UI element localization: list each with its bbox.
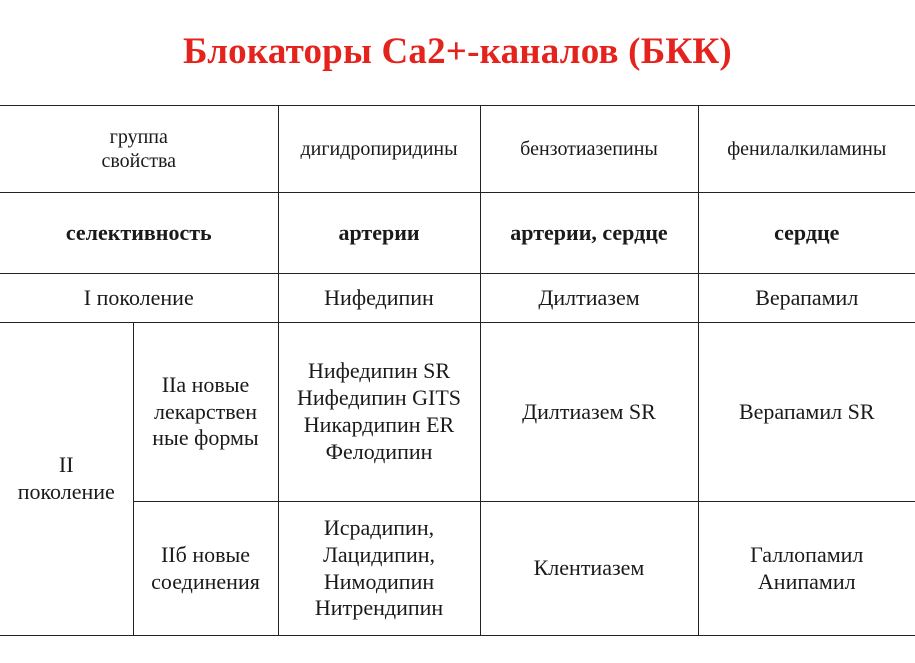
gen2a-drug-3: Никардипин ER — [303, 412, 455, 437]
gen1-phenylalkylamines: Верапамил — [698, 274, 915, 323]
generation-1-row — [0, 274, 915, 323]
gen2a-drug-4: Фелодипин — [325, 438, 433, 464]
gen2a-label-line-3: ные формы — [152, 425, 259, 451]
generation-2a-label — [133, 323, 278, 502]
corner-header-cell — [0, 106, 278, 193]
selectivity-benzothiazepines: артерии, сердце — [480, 193, 698, 274]
slide-title: Блокаторы Са2+-каналов (БКК) — [183, 31, 732, 72]
gen2a-label-line-2: лекарствен — [153, 398, 258, 424]
corner-properties-label: свойства — [101, 150, 177, 172]
corner-group-label: группа — [109, 125, 168, 148]
gen2b-drug-4: Нитрендипин — [314, 595, 444, 621]
gen2a-label-line-1: IIa новые — [161, 371, 250, 397]
gen2b-benzothiazepines: Клентиазем — [480, 502, 698, 636]
gen2a-drug-1: Нифедипин SR — [307, 358, 451, 384]
generation-1-label: I поколение — [0, 274, 278, 323]
header-benzothiazepines: бензотиазепины — [480, 106, 698, 193]
gen2a-dihydropyridines — [278, 323, 480, 502]
gen2a-drug-2: Нифедипин GITS — [296, 385, 462, 411]
gen2b-dihydropyridines — [278, 502, 480, 636]
calcium-channel-blockers-table — [0, 105, 915, 636]
gen2a-benzothiazepines: Дилтиазем SR — [480, 323, 698, 502]
generation-2b-row — [0, 502, 915, 636]
gen2b-phenyl-drug-1: Галлопамил — [750, 541, 864, 567]
gen2b-drug-3: Нимодипин — [323, 568, 435, 594]
gen1-dihydropyridines: Нифедипин — [278, 274, 480, 323]
header-dihydropyridines: дигидропиридины — [278, 106, 480, 193]
gen2b-phenylalkylamines — [698, 502, 915, 636]
gen2b-label-line-1: IIб новые — [160, 541, 251, 567]
gen2b-label-line-2: соединения — [151, 568, 260, 594]
generation-2-label — [0, 323, 133, 636]
generation-2b-label — [133, 502, 278, 636]
selectivity-phenylalkylamines: сердце — [698, 193, 915, 274]
selectivity-row — [0, 193, 915, 274]
gen2b-drug-1: Исрадипин, — [323, 514, 435, 540]
gen2b-phenyl-drug-2: Анипамил — [757, 568, 856, 594]
gen2a-phenylalkylamines: Верапамил SR — [698, 323, 915, 502]
generation-2a-row — [0, 323, 915, 502]
generation-2-word: поколение — [17, 479, 115, 504]
generation-2-numeral: II — [58, 452, 74, 478]
selectivity-dihydropyridines: артерии — [278, 193, 480, 274]
gen2b-drug-2: Лацидипин, — [322, 541, 436, 567]
gen1-benzothiazepines: Дилтиазем — [480, 274, 698, 323]
header-row — [0, 106, 915, 193]
header-phenylalkylamines: фенилалкиламины — [698, 106, 915, 193]
selectivity-label: селективность — [0, 193, 278, 274]
